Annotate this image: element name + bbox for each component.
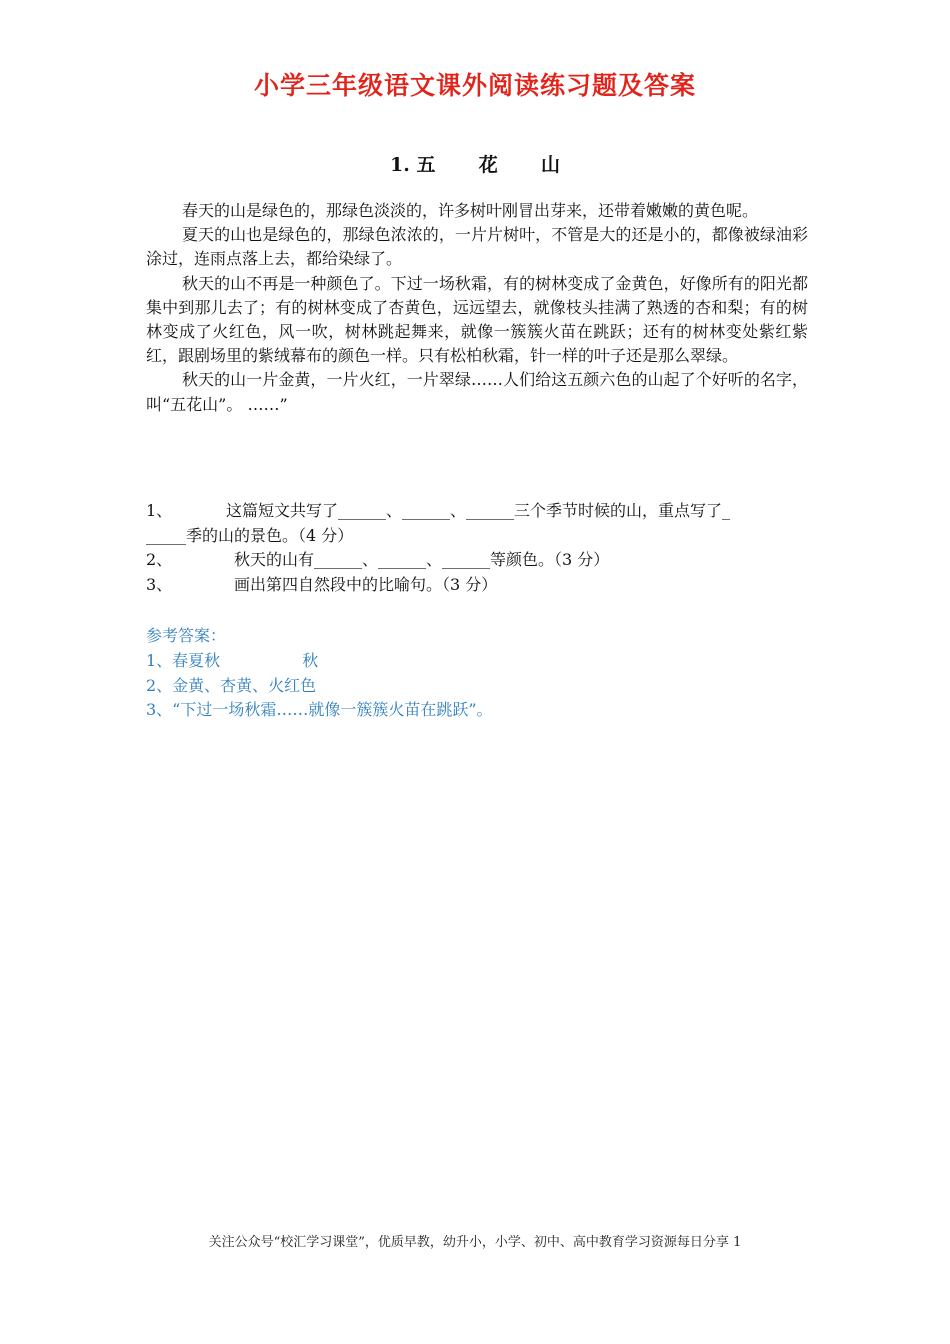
question-text: 画出第四自然段中的比喻句。（3 分） [234, 574, 498, 594]
section-title-char: 五 [416, 154, 436, 176]
answer-item: 3、“下过一场秋霜……就像一簇簇火苗在跳跃”。 [146, 700, 493, 720]
answer-text: 秋 [302, 650, 319, 670]
answer-item: 2、金黄、杏黄、火红色 [146, 675, 317, 695]
section-title-char: 花 [478, 154, 498, 176]
question-text: 秋天的山有______、______、______等颜色。（3 分） [234, 550, 610, 569]
passage-paragraph: 春天的山是绿色的，那绿色淡淡的，许多树叶刚冒出芽来，还带着嫩嫩的黄色呢。 [182, 201, 759, 220]
section-title [0, 150, 950, 177]
passage-paragraph: 秋天的山一片金黄，一片火红，一片翠绿……人们给这五颜六色的山起了个好听的名字，叫“五花山”。 ……” [146, 370, 808, 414]
answer-item [146, 649, 808, 674]
reading-passage [146, 199, 808, 417]
section-title-char: 山 [540, 154, 560, 176]
question-item [146, 499, 808, 524]
question-text: 这篇短文共写了______、______、______三个季节时候的山，重点写了_ [226, 501, 731, 520]
answer-key [146, 624, 808, 723]
question-number: 1、 [146, 501, 173, 520]
question-continuation [146, 524, 808, 549]
question-list [146, 499, 808, 597]
document-title: 小学三年级语文课外阅读练习题及答案 [253, 71, 696, 100]
question-text: _____季的山的景色。（4 分） [146, 525, 354, 545]
page-footer: 关注公众号“校汇学习课堂”，优质早教，幼升小，小学、初中、高中教育学习资源每日分享 1 [208, 1235, 742, 1250]
question-number: 2、 [146, 550, 173, 569]
passage-paragraph: 秋天的山不再是一种颜色了。下过一场秋霜，有的树林变成了金黄色，好像所有的阳光都集中到那儿去了；有的树林变成了杏黄色，远远望去，就像枝头挂满了熟透的杏和梨；有的树林变成了火红色，风一吹，树林跳起舞来，就像一簇簇火苗在跳跃；还有的树林变处紫红紫红，跟剧场里的紫绒幕布的颜色一样。只有松柏秋霜，针一样的叶子还是那么翠绿。 [146, 273, 808, 366]
question-item [146, 548, 808, 573]
section-number: 1. [389, 154, 410, 176]
passage-paragraph: 夏天的山也是绿色的，那绿色浓浓的，一片片树叶，不管是大的还是小的，都像被绿油彩涂过，连雨点落上去，都给染绿了。 [146, 225, 808, 269]
question-number: 3、 [146, 574, 173, 594]
question-item [146, 573, 808, 598]
answer-text: 1、春夏秋 [146, 650, 221, 670]
answer-heading: 参考答案： [146, 626, 227, 645]
